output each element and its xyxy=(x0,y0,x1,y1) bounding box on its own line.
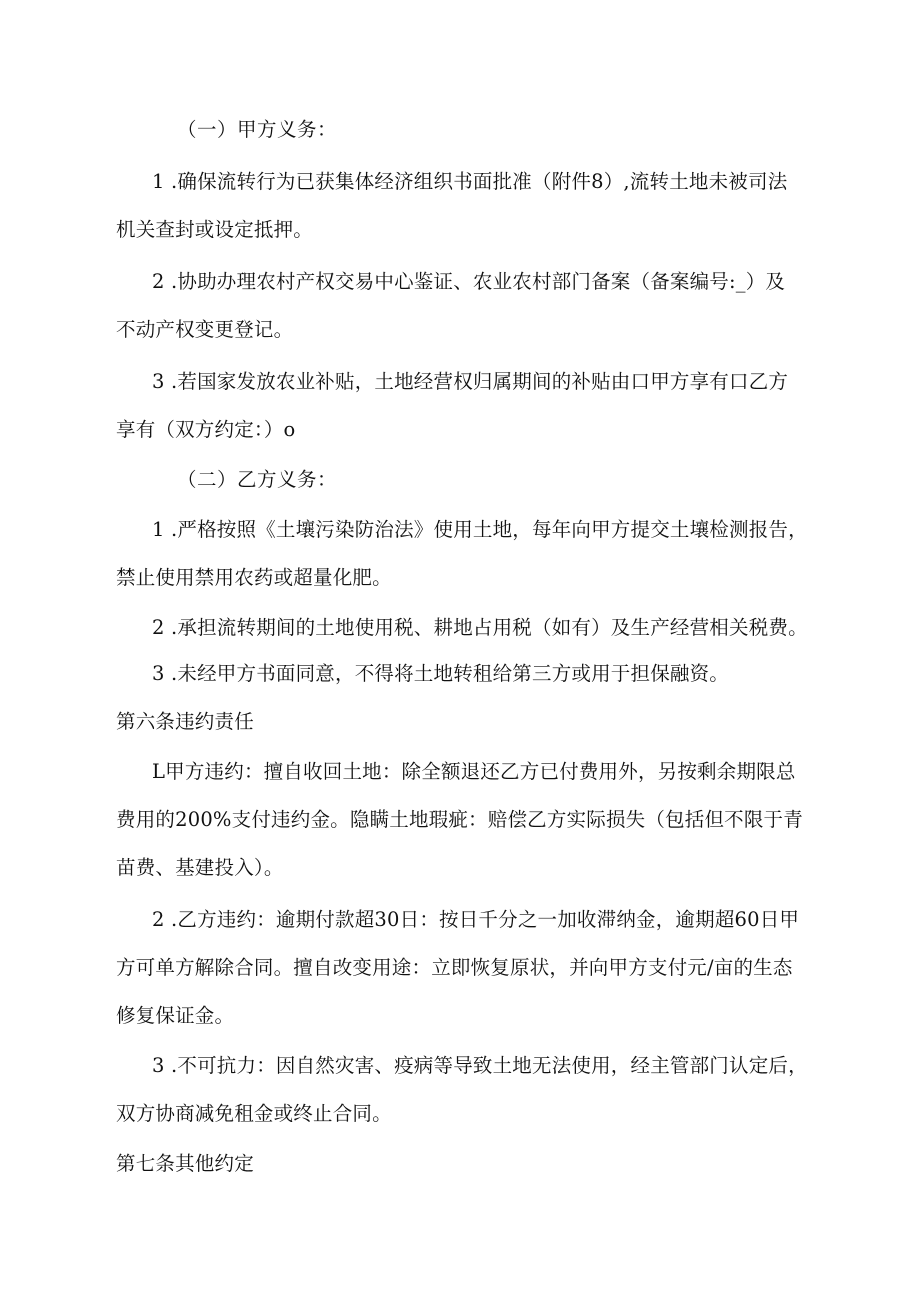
paragraph-line: 1 .严格按照《土壤污染防治法》使用土地，每年向甲方提交土壤检测报告， xyxy=(152,518,808,541)
paragraph-line: 1 .确保流转行为已获集体经济组织书面批准（附件8）,流转土地未被司法 xyxy=(152,170,788,193)
paragraph-line: 双方协商减免租金或终止合同。 xyxy=(116,1102,392,1125)
paragraph-line: 3 .未经甲方书面同意，不得将土地转租给第三方或用于担保融资。 xyxy=(152,662,730,685)
paragraph-line: 2 .承担流转期间的土地使用税、耕地占用税（如有）及生产经营相关税费。 xyxy=(152,616,808,639)
paragraph-line: L甲方违约：擅自收回土地：除全额退还乙方已付费用外，另按剩余期限总 xyxy=(152,760,796,783)
paragraph-line: 不动产权变更登记。 xyxy=(116,318,294,341)
paragraph-line: 机关查封或设定抵押。 xyxy=(116,218,314,241)
paragraph-line: 3 .不可抗力：因自然灾害、疫病等导致土地无法使用，经主管部门认定后， xyxy=(152,1054,808,1077)
paragraph-line: 修复保证金。 xyxy=(116,1004,235,1027)
paragraph-line: 3 .若国家发放农业补贴，土地经营权归属期间的补贴由口甲方享有口乙方 xyxy=(152,370,789,393)
paragraph-line: 2 .乙方违约：逾期付款超30日：按日千分之一加收滞纳金，逾期超60日甲 xyxy=(152,908,800,931)
paragraph-line: 苗费、基建投入）。 xyxy=(116,856,284,879)
paragraph-line: 方可单方解除合同。擅自改变用途：立即恢复原状，并向甲方支付元/亩的生态 xyxy=(116,956,793,979)
section-heading-party-b-obligations: （二）乙方义务： xyxy=(177,468,338,491)
paragraph-line: 享有（双方约定：）o xyxy=(116,418,296,441)
section-heading-party-a-obligations: （一）甲方义务： xyxy=(177,118,338,141)
article-heading-breach-liability: 第六条违约责任 xyxy=(116,710,254,733)
paragraph-line: 费用的200%支付违约金。隐瞒土地瑕疵：赔偿乙方实际损失（包括但不限于青 xyxy=(116,808,803,831)
paragraph-line: 禁止使用禁用农药或超量化肥。 xyxy=(116,566,392,589)
article-heading-other-terms: 第七条其他约定 xyxy=(116,1152,254,1175)
paragraph-line: 2 .协助办理农村产权交易中心鉴证、农业农村部门备案（备案编号:_）及 xyxy=(152,270,786,293)
